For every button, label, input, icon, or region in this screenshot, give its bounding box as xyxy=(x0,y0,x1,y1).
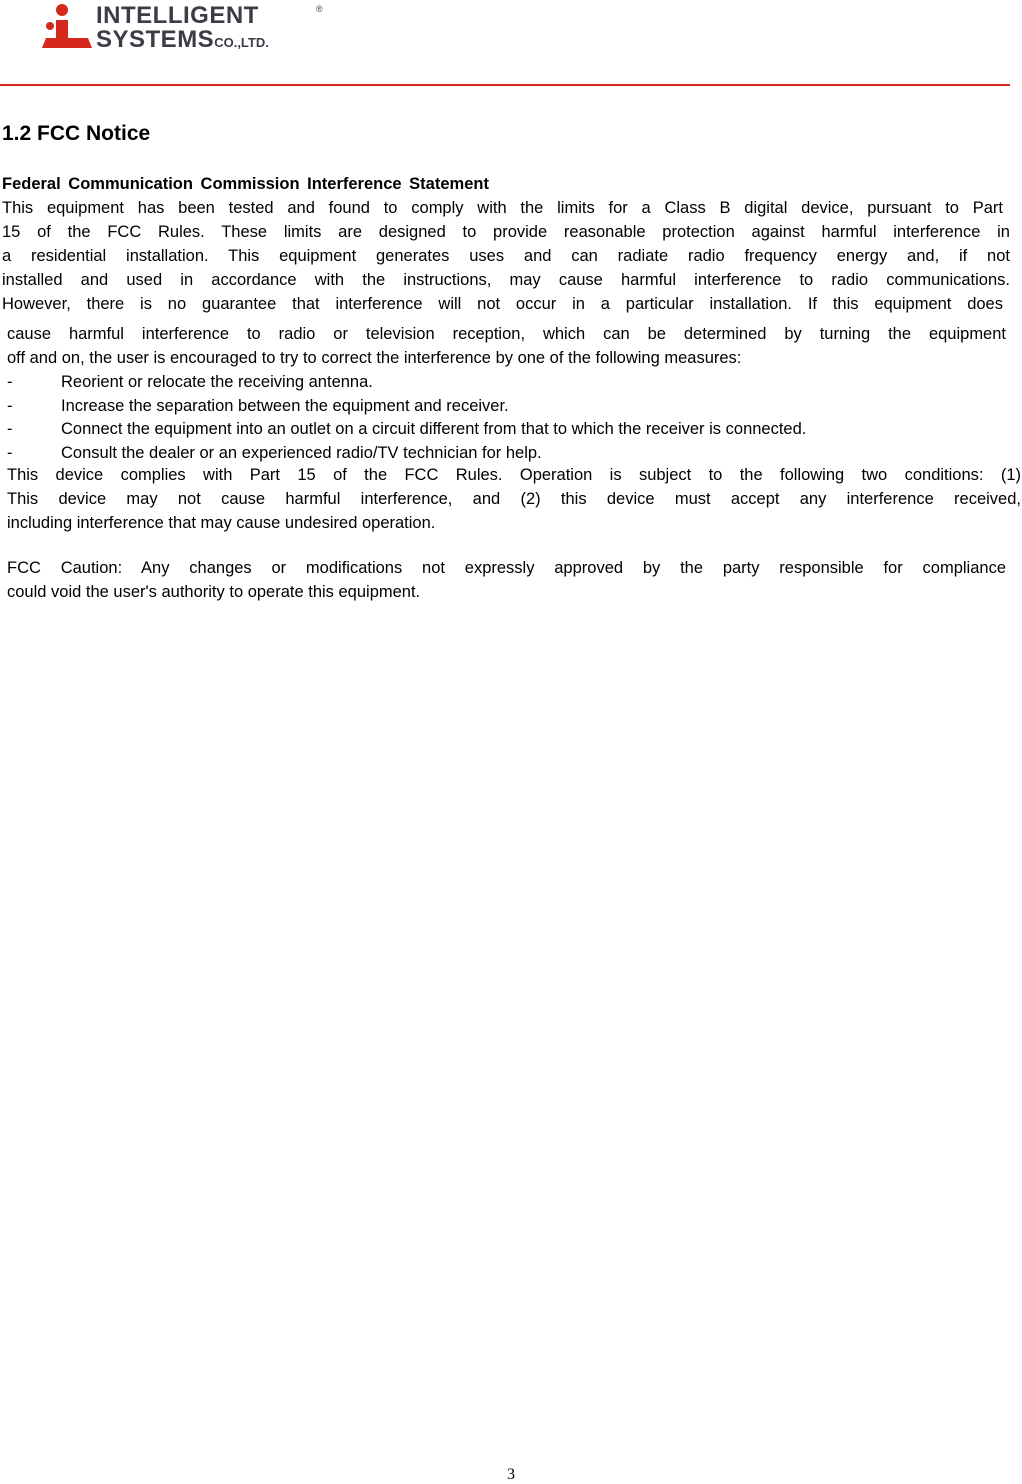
intro-line-1: This equipment has been tested and found to comply with the limits for a Class B digital device, pursuant to Part xyxy=(2,199,1003,217)
measure-item: Increase the separation between the equipment and receiver. xyxy=(61,397,509,415)
bullet-marker: - xyxy=(7,397,13,415)
intro-line-3: a residential installation. This equipment generates uses and can radiate radio frequency energy and, if not xyxy=(2,247,1010,265)
registered-mark: ® xyxy=(316,4,323,14)
intelligent-systems-logo-icon xyxy=(36,2,94,54)
intro-line-6: cause harmful interference to radio or television reception, which can be determined by turning the equipment xyxy=(7,325,1006,343)
measure-item: Reorient or relocate the receiving antenna. xyxy=(61,373,373,391)
header-divider xyxy=(0,84,1010,86)
bullet-marker: - xyxy=(7,444,13,462)
measure-item: Consult the dealer or an experienced radio/TV technician for help. xyxy=(61,444,542,462)
bullet-marker: - xyxy=(7,373,13,391)
logo-wordmark-line1: INTELLIGENT xyxy=(96,2,259,29)
intro-line-2: 15 of the FCC Rules. These limits are designed to provide reasonable protection against harmful interference in xyxy=(2,223,1010,241)
section-title: 1.2 FCC Notice xyxy=(2,122,151,145)
statement-heading: Federal Communication Commission Interference Statement xyxy=(2,175,489,193)
measure-item: Connect the equipment into an outlet on a circuit different from that to which the receiver is connected. xyxy=(61,420,807,438)
logo-wordmark-suffix: CO.,LTD. xyxy=(214,35,269,50)
company-logo xyxy=(36,2,323,54)
caution-line-1: FCC Caution: Any changes or modifications not expressly approved by the party responsible for compliance xyxy=(7,559,1006,577)
page-number: 3 xyxy=(507,1466,515,1483)
intro-line-5: However, there is no guarantee that interference will not occur in a particular installation. If this equipment does xyxy=(2,295,1003,313)
logo-wordmark-line2 xyxy=(96,26,269,54)
compliance-line-3: including interference that may cause undesired operation. xyxy=(7,514,436,532)
compliance-line-2: This device may not cause harmful interference, and (2) this device must accept any interference received, xyxy=(7,490,1021,508)
intro-line-4: installed and used in accordance with the instructions, may cause harmful interference to radio communications. xyxy=(2,271,1010,289)
caution-line-2: could void the user's authority to operate this equipment. xyxy=(7,583,421,601)
compliance-line-1: This device complies with Part 15 of the FCC Rules. Operation is subject to the following two conditions: (1) xyxy=(7,466,1021,484)
logo-wordmark-systems: SYSTEMS xyxy=(96,26,215,53)
intro-line-7: off and on, the user is encouraged to try to correct the interference by one of the following measures: xyxy=(7,349,742,367)
bullet-marker: - xyxy=(7,420,13,438)
